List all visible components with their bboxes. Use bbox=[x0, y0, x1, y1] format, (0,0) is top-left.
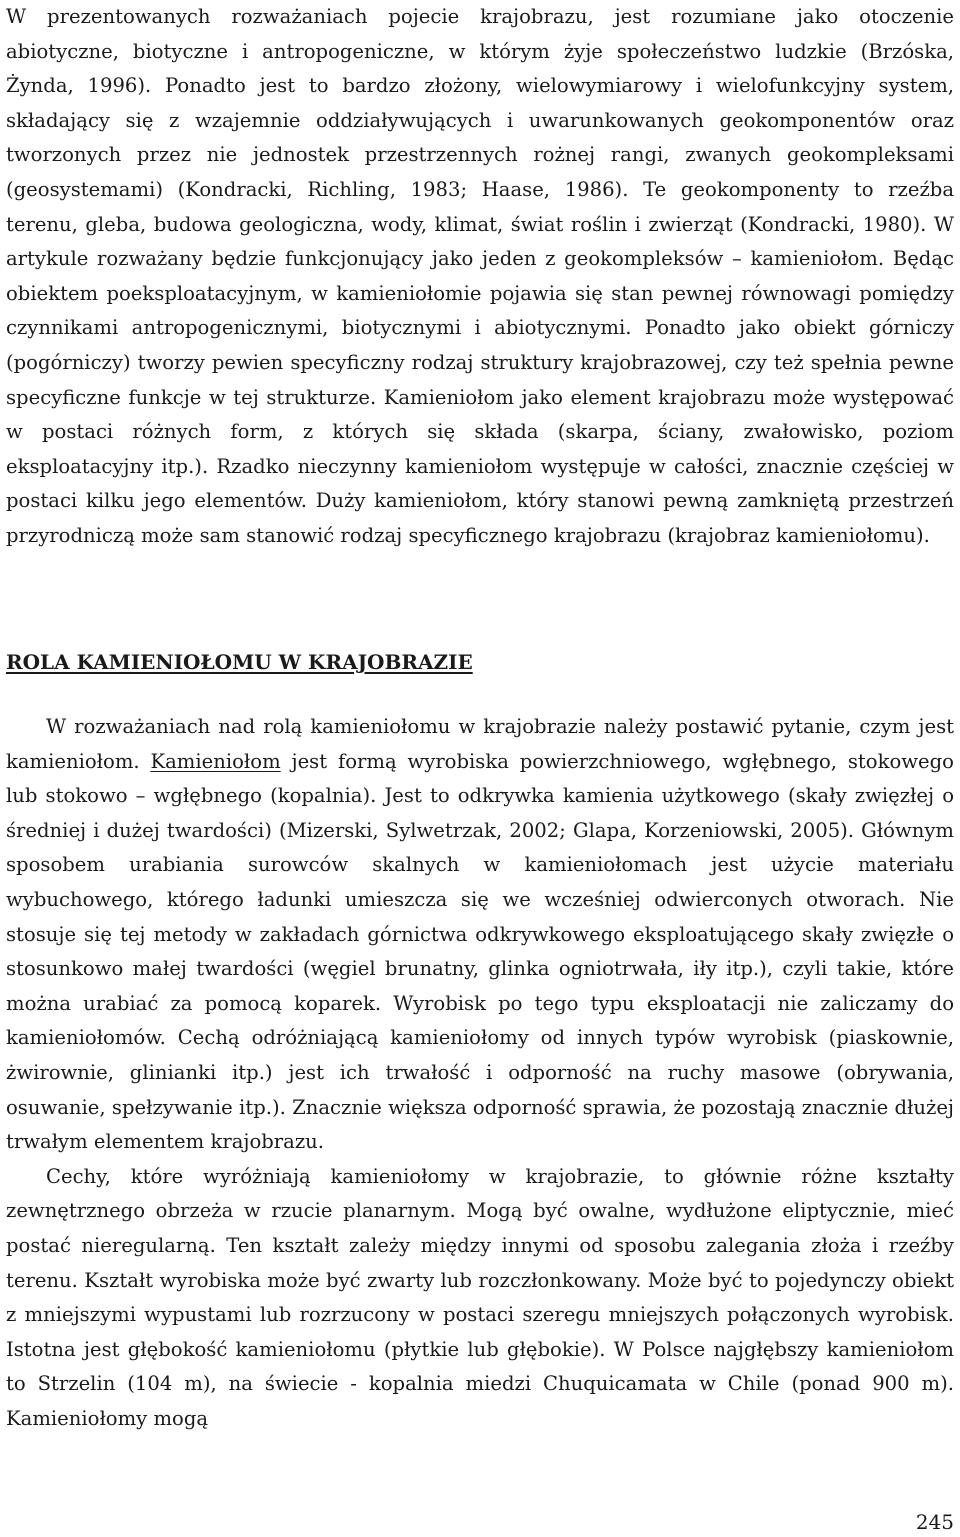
paragraph-definition bbox=[6, 710, 954, 1160]
paragraph-intro: W prezentowanych rozważaniach pojecie krajobrazu, jest rozumiane jako otoczenie abiotyczne, biotyczne i antropogeniczne, w którym żyje społeczeństwo ludzkie (Brzóska, Żynda, 1996). Ponadto jest to bardzo złożony, wielowymiarowy i wielofunkcyjny system, składający się z wzajemnie oddziaływujących i uwarunkowanych geokomponentów oraz tworzonych przez nie jednostek przestrzennych rożnej rangi, zwanych geokompleksami (geosystemami) (Kondracki, Richling, 1983; Haase, 1986). Te geokomponenty to rzeźba terenu, gleba, budowa geologiczna, wody, klimat, świat roślin i zwierząt (Kondracki, 1980). W artykule rozważany będzie funkcjonujący jako jeden z geokompleksów – kamieniołom. Będąc obiektem poeksploatacyjnym, w kamieniołomie pojawia się stan pewnej równowagi pomiędzy czynnikami antropogenicznymi, biotycznymi i abiotycznymi. Ponadto jako obiekt górniczy (pogórniczy) tworzy pewien specyficzny rodzaj struktury krajobrazowej, czy też spełnia pewne specyficzne funkcje w tej strukturze. Kamieniołom jako element krajobrazu może występować w postaci różnych form, z których się składa (skarpa, ściany, zwałowisko, poziom eksploatacyjny itp.). Rzadko nieczynny kamieniołom występuje w całości, znacznie częściej w postaci kilku jego elementów. Duży kamieniołom, który stanowi pewną zamkniętą przestrzeń przyrodniczą może sam stanowić rodzaj specyficznego krajobrazu (krajobraz kamieniołomu). bbox=[6, 5, 954, 547]
section-heading: ROLA KAMIENIOŁOMU W KRAJOBRAZIE bbox=[6, 650, 473, 674]
section-role-of-quarry bbox=[6, 710, 954, 1436]
page-body bbox=[6, 0, 954, 554]
paragraph-definition-rest: jest formą wyrobiska powierzchniowego, wgłębnego, stokowego lub stokowo – wgłębnego (kopalnia). Jest to odkrywka kamienia użytkowego (skały zwięzłej o średniej i dużej twardości) (Mizerski, Sylwetrzak, 2002; Glapa, Korzeniowski, 2005). Głównym sposobem urabiania surowców skalnych w kamieniołomach jest użycie materiału wybuchowego, którego ładunki umieszcza się we wcześniej odwierconych otworach. Nie stosuje się tej metody w zakładach górnictwa odkrywkowego eksploatującego skały zwięzłe o stosunkowo małej twardości (węgiel brunatny, glinka ogniotrwała, iły itp.), czyli takie, które można urabiać za pomocą koparek. Wyrobisk po tego typu eksploatacji nie zaliczamy do kamieniołomów. Cechą odróżniającą kamieniołomy od innych typów wyrobisk (piaskownie, żwirownie, glinianki itp.) jest ich trwałość i odporność na ruchy masowe (obrywania, osuwanie, spełzywanie itp.). Znacznie większa odporność sprawia, że pozostają znacznie dłużej trwałym elementem krajobrazu. bbox=[6, 749, 954, 1154]
underlined-term: Kamieniołom bbox=[150, 749, 281, 773]
paragraph-features: Cechy, które wyróżniają kamieniołomy w krajobrazie, to głównie różne kształty zewnętrznego obrzeża w rzucie planarnym. Mogą być owalne, wydłużone eliptycznie, mieć postać nieregularną. Ten kształt zależy między innymi od sposobu zalegania złoża i rzeźby terenu. Kształt wyrobiska może być zwarty lub rozczłonkowany. Może być to pojedynczy obiekt z mniejszymi wypustami lub rozrzucony w postaci szeregu mniejszych połączonych wyrobisk. Istotna jest głębokość kamieniołomu (płytkie lub głębokie). W Polsce najgłębszy kamieniołom to Strzelin (104 m), na świecie - kopalnia miedzi Chuquicamata w Chile (ponad 900 m). Kamieniołomy mogą bbox=[6, 1164, 954, 1430]
page-number: 245 bbox=[915, 1510, 954, 1534]
paragraph-definition-start: W rozważaniach nad rolą kamieniołomu w krajobrazie należy postawić pytanie, czym jest kamieniołom. bbox=[6, 715, 954, 773]
